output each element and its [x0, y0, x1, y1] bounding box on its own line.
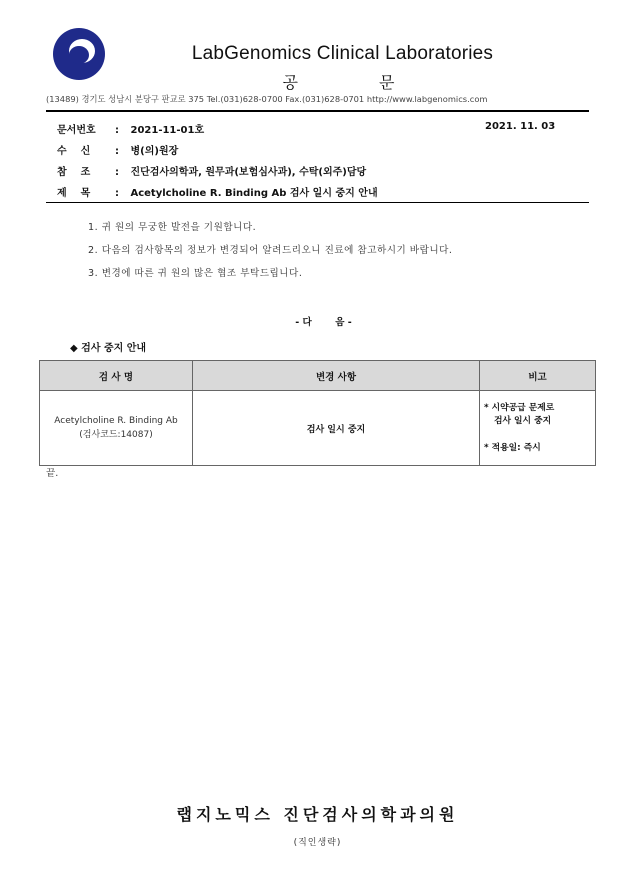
org-title: LabGenomics Clinical Laboratories: [191, 43, 494, 64]
subject-label: 제 목: [57, 188, 91, 199]
body-line-2: 2. 다음의 검사항목의 정보가 변경되어 알려드리오니 진료에 참고하시기 바랍니다.: [88, 245, 453, 256]
cell-change: 검사 일시 중지: [193, 391, 480, 466]
colon: :: [115, 167, 119, 178]
colon: :: [115, 146, 119, 157]
recipient-row: [57, 142, 178, 157]
test-code: (검사코드:14087): [79, 430, 153, 440]
subject-row: [57, 184, 378, 199]
cell-note: [480, 391, 596, 466]
note-line-1: * 시약공급 문제로: [484, 402, 555, 413]
cell-test-name: [40, 391, 193, 466]
reference-label: 참 조: [57, 167, 91, 178]
table-row: [40, 391, 596, 466]
doc-number-row: [57, 121, 204, 136]
test-name: Acetylcholine R. Binding Ab: [54, 416, 178, 426]
recipient: 병(의)원장: [130, 146, 179, 157]
header-change: 변경 사항: [193, 361, 480, 391]
body-line-3: 3. 변경에 따른 귀 원의 많은 협조 부탁드립니다.: [88, 268, 303, 279]
footer-org-name: 랩지노믹스 진단검사의학과의원: [176, 805, 459, 824]
table-header-row: [40, 361, 596, 391]
colon: :: [115, 188, 119, 199]
notice-heading: - 다 음 -: [295, 317, 352, 328]
section-title: ◆ 검사 중지 안내: [70, 343, 147, 354]
recipient-label: 수 신: [57, 146, 91, 157]
doc-number: 2021-11-01호: [130, 125, 205, 136]
colon: :: [115, 125, 119, 136]
meta-divider: [46, 202, 589, 203]
header-test-name: 검 사 명: [40, 361, 193, 391]
note-line-1b: 검사 일시 중지: [494, 415, 552, 426]
doc-type-title: 공 문: [282, 73, 433, 92]
reference-row: [57, 163, 366, 178]
org-address: (13489) 경기도 성남시 분당구 판교로 375 Tel.(031)628-0700 Fax.(031)628-0701 http://www.labgenomics.com: [46, 94, 488, 104]
note-line-2: * 적용일: 즉시: [484, 442, 541, 453]
notice-table: [39, 360, 596, 466]
subject: Acetylcholine R. Binding Ab 검사 일시 중지 안내: [130, 188, 378, 199]
body-line-1: 1. 귀 원의 무궁한 발전을 기원합니다.: [88, 222, 257, 233]
seal-note: (직인생략): [293, 838, 342, 848]
header-divider: [46, 110, 589, 112]
doc-date: 2021. 11. 03: [485, 121, 556, 132]
end-mark: 끝.: [46, 468, 59, 479]
header-note: 비고: [480, 361, 596, 391]
doc-number-label: 문서번호: [57, 125, 96, 136]
reference: 진단검사의학과, 원무과(보험심사과), 수탁(외주)담당: [130, 167, 367, 178]
